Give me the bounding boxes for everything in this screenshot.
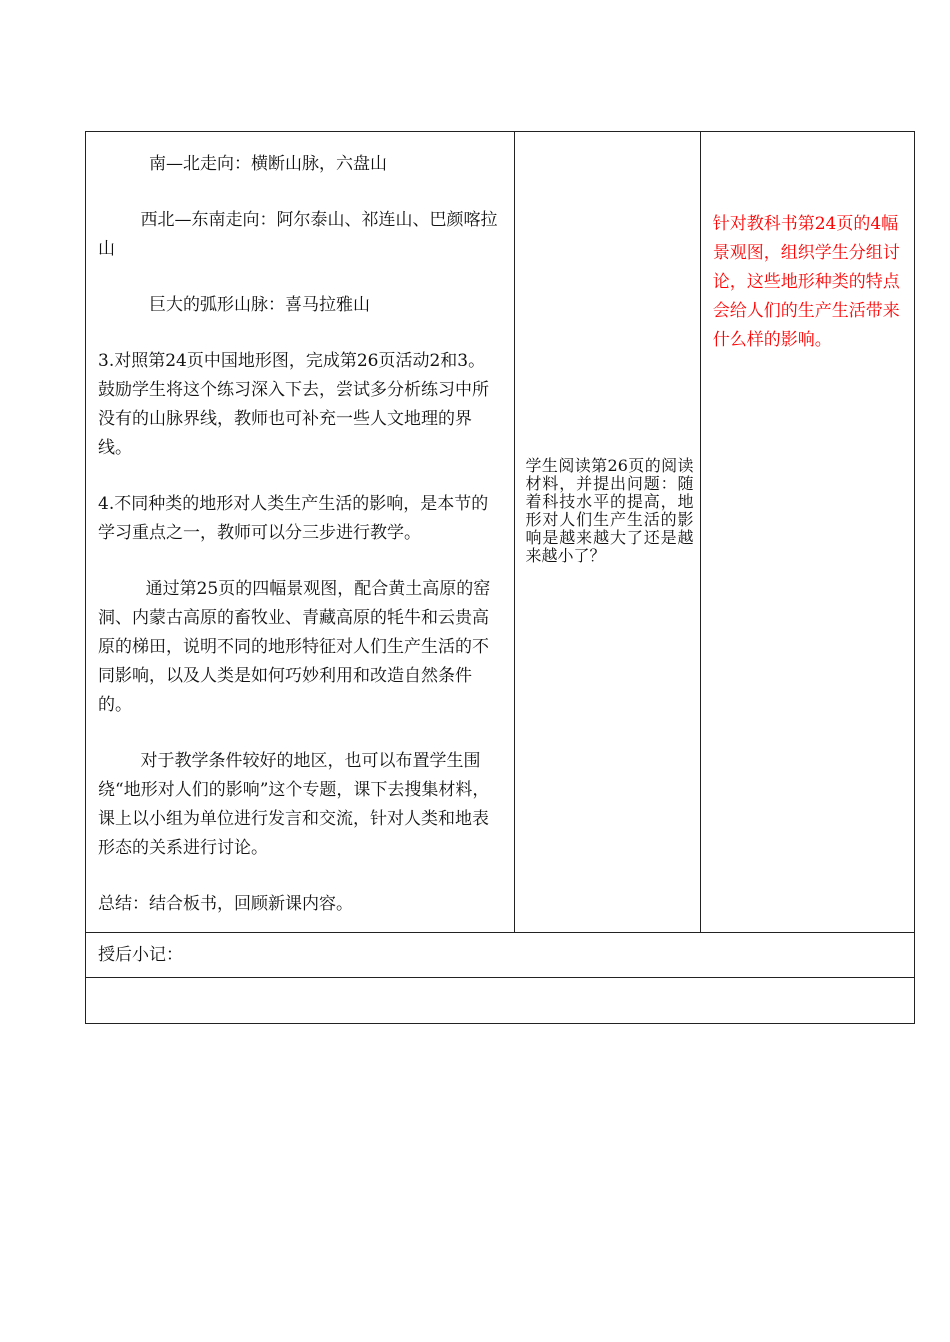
- student-activity-text: 学生阅读第26页的阅读材料，并提出问题：随着科技水平的提高，地形对人们生产生活的影响是越来越大了还是越来越小了？: [525, 456, 694, 565]
- design-note-text: 针对教科书第24页的4幅景观图，组织学生分组讨论，这些地形种类的特点会给人们的生产生活带来什么样的影响。: [712, 214, 900, 350]
- summary-paragraph: 总结：结合板书，回顾新课内容。: [98, 894, 353, 914]
- mountain-arc-paragraph: 巨大的弧形山脉：喜马拉雅山: [149, 295, 370, 315]
- after-class-label: 授后小记：: [86, 933, 915, 978]
- design-note-cell: [700, 132, 914, 933]
- topic-paragraph: 对于教学条件较好的地区，也可以布置学生围绕“地形对人们的影响”这个专题，课下去搜集材料，课上以小组为单位进行发言和交流，针对人类和地表形态的关系进行讨论。: [98, 751, 490, 858]
- step-4-paragraph: 4.不同种类的地形对人类生产生活的影响，是本节的学习重点之一，教师可以分三步进行教学。: [98, 494, 489, 543]
- lesson-plan-table: [85, 131, 915, 1024]
- after-class-row: [86, 933, 915, 978]
- step-3-paragraph: 3.对照第24页中国地形图，完成第26页活动2和3。鼓励学生将这个练习深入下去，尝试多分析练习中所没有的山脉界线，教师也可补充一些人文地理的界线。: [98, 351, 489, 458]
- student-activity-cell: [514, 132, 700, 933]
- after-class-notes-area: [86, 978, 915, 1024]
- landscape-paragraph: 通过第25页的四幅景观图，配合黄土高原的窑洞、内蒙古高原的畜牧业、青藏高原的牦牛和云贵高原的梯田，说明不同的地形特征对人们生产生活的不同影响，以及人类是如何巧妙利用和改造自然条件的。: [98, 579, 491, 715]
- content-row: [86, 132, 915, 933]
- teacher-activity-cell: [86, 132, 515, 933]
- mountain-nw-se-paragraph: 西北—东南走向：阿尔泰山、祁连山、巴颜喀拉山: [98, 210, 498, 259]
- mountain-ns-paragraph: 南—北走向：横断山脉，六盘山: [149, 154, 387, 174]
- blank-row: [86, 978, 915, 1024]
